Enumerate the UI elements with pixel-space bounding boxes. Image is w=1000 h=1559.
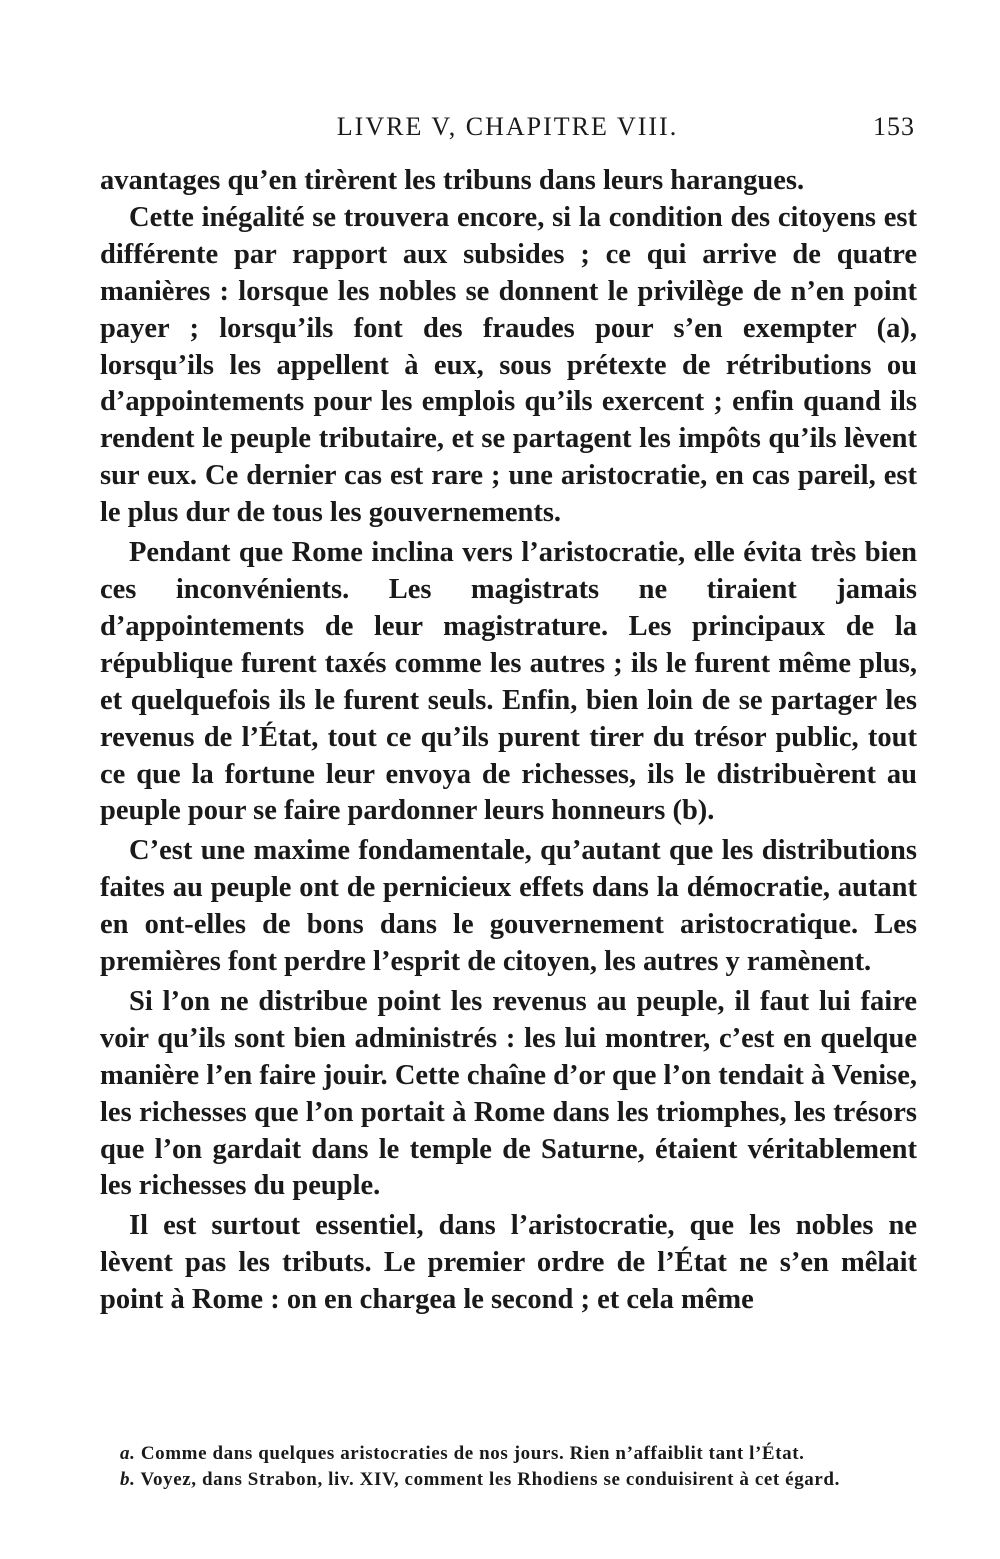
footnote-text: Voyez, dans Strabon, liv. XIV, comment les Rhodiens se conduisirent à cet égard. xyxy=(140,1469,840,1490)
paragraph-continuation: avantages qu’en tirèrent les tribuns dans leurs harangues. xyxy=(100,165,805,196)
paragraph-subsidies: Cette inégalité se trouvera encore, si la condition des citoyens est différente par rapport aux subsides ; ce qui arrive de quatre manières : lorsque les nobles se donnent le privilège de n’en point payer ; lorsqu’ils font des fraudes pour s’en exempter (a), lorsqu’ils les appellent à eux, sous prétexte de rétributions ou d’appointements pour les emplois qu’ils exercent ; enfin quand ils rendent le peuple tributaire, et se partagent les impôts qu’ils lèvent sur eux. Ce dernier cas est rare ; une aristocratie, en cas pareil, est le plus dur de tous les gouvernements. xyxy=(100,201,917,529)
page-number: 153 xyxy=(873,112,915,141)
footnote-b xyxy=(100,1467,917,1493)
paragraph-rome: Pendant que Rome inclina vers l’aristocratie, elle évita très bien ces inconvénients. Les magistrats ne tiraient jamais d’appointements de leur magistrature. Les principaux de la république furent taxés comme les autres ; ils le furent même plus, et quelquefois ils le furent seuls. Enfin, bien loin de se partager les revenus de l’État, tout ce qu’ils purent tirer du trésor public, tout ce que la fortune leur envoya de richesses, ils le distribuèrent au peuple pour se faire pardonner leurs honneurs (b). xyxy=(100,537,917,827)
footnote-mark: b. xyxy=(120,1469,136,1490)
paragraph-tributes: Il est surtout essentiel, dans l’aristocratie, que les nobles ne lèvent pas les tributs. Le premier ordre de l’État ne s’en mêlait point à Rome : on en chargea le second ; et cela même xyxy=(100,1210,917,1316)
footnote-mark: a. xyxy=(120,1443,136,1464)
main-text xyxy=(100,163,917,1319)
running-title: LIVRE V, CHAPITRE VIII. xyxy=(336,112,679,141)
footnotes xyxy=(100,1441,917,1493)
footnote-text: Comme dans quelques aristocraties de nos jours. Rien n’affaiblit tant l’État. xyxy=(140,1443,805,1464)
footnote-a xyxy=(100,1441,917,1467)
paragraph-maxim: C’est une maxime fondamentale, qu’autant que les distributions faites au peuple ont de pernicieux effets dans la démocratie, autant en ont-elles de bons dans le gouvernement aristocratique. Les premières font perdre l’esprit de citoyen, les autres y ramènent. xyxy=(100,835,917,978)
paragraph-revenues: Si l’on ne distribue point les revenus au peuple, il faut lui faire voir qu’ils sont bien administrés : les lui montrer, c’est en quelque manière l’en faire jouir. Cette chaîne d’or que l’on tendait à Venise, les richesses que l’on portait à Rome dans les triomphes, les trésors que l’on gardait dans le temple de Saturne, étaient véritablement les richesses du peuple. xyxy=(100,985,917,1202)
page-header xyxy=(100,112,915,148)
